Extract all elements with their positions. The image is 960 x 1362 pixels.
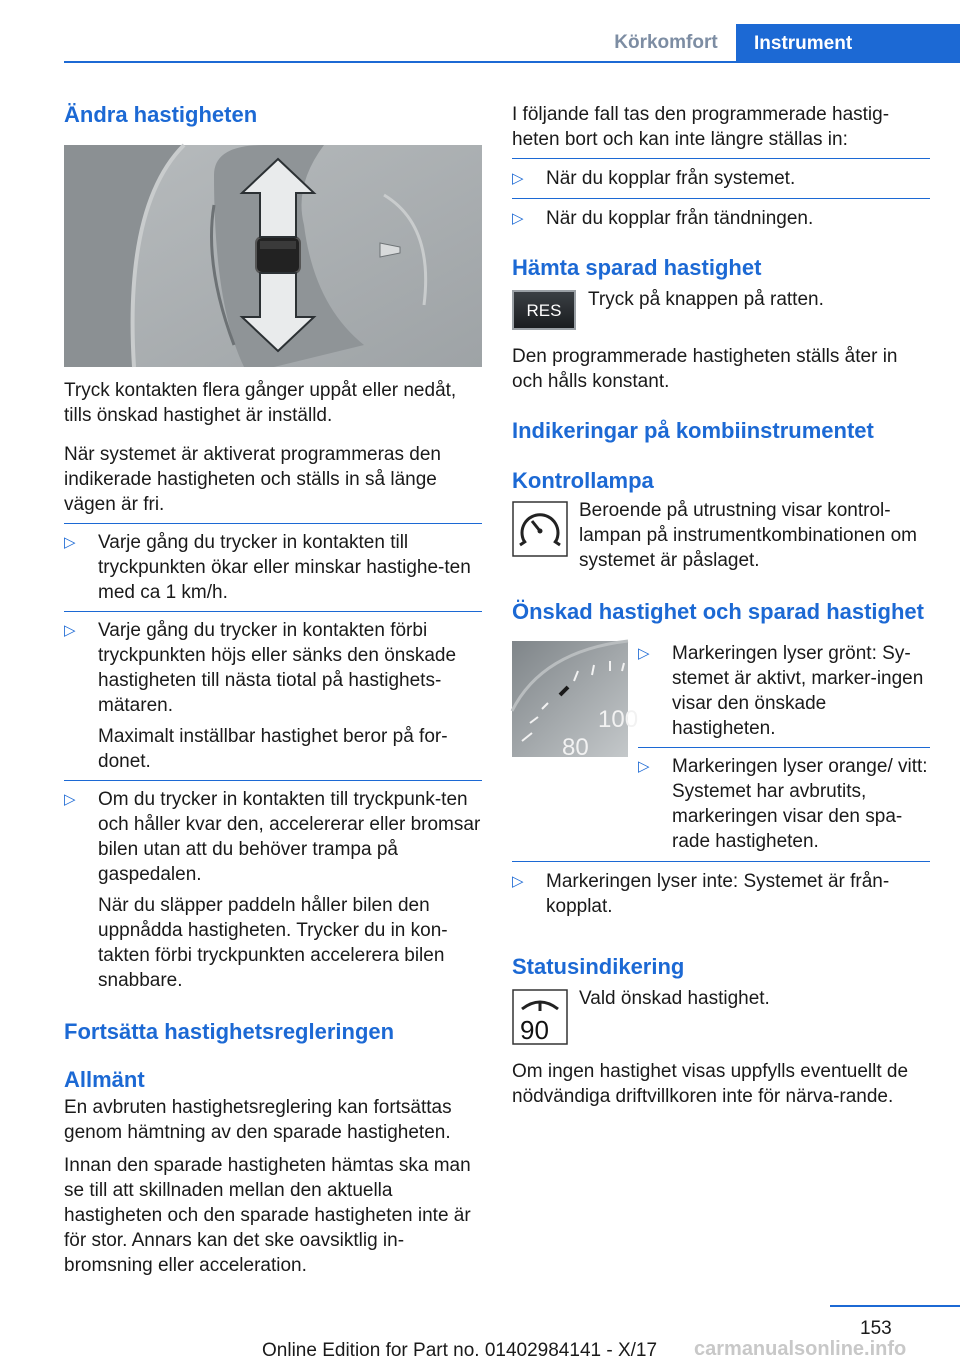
right-column (512, 102, 930, 1109)
cruise-control-indicator-icon (512, 501, 568, 557)
heading-onskad: Önskad hastighet och sparad hastighet (512, 599, 924, 624)
page-number: 153 (860, 1318, 892, 1339)
gauge-label-100: 100 (598, 706, 639, 733)
status-text: Vald önskad hastighet. (579, 988, 770, 1009)
heading-statusindikering: Statusindikering (512, 954, 685, 979)
triangle-bullet-icon: ▷ (638, 758, 650, 775)
list-item (512, 869, 930, 919)
res-label: RES (526, 300, 562, 320)
paragraph-foljande-fall: I följande fall tas den programmerade hastig-heten bort och kan inte längre ställas in: (512, 104, 890, 150)
bullet-divider (512, 861, 930, 862)
heading-kontrollampa: Kontrollampa (512, 468, 654, 493)
triangle-bullet-icon: ▷ (638, 645, 650, 662)
list-item (64, 618, 482, 718)
res-text: Tryck på knappen på ratten. (588, 289, 824, 310)
paragraph-avbruten: En avbruten hastighetsreglering kan fortsättas genom hämtning av den sparade hastigheten. (64, 1097, 452, 1143)
kontroll-text: Beroende på utrustning visar kontrol-lampan på instrumentkombinationen om systemet är påslaget. (579, 500, 917, 571)
speedometer-gauge-image (512, 641, 639, 761)
list-item (512, 206, 930, 231)
list-item (512, 166, 930, 191)
tab-instrument[interactable]: Instrument (736, 24, 960, 63)
triangle-bullet-icon: ▷ (64, 622, 76, 639)
left-column (64, 102, 482, 1278)
paragraph-nar-systemet: När systemet är aktiverat programmeras den indikerade hastigheten och ställs in så länge vägen är fri. (64, 444, 441, 515)
bullet-divider (512, 198, 930, 199)
bullet-divider (512, 158, 930, 159)
res-row (512, 287, 930, 330)
paragraph-om-ingen: Om ingen hastighet visas uppfylls eventuellt de nödvändiga driftvillkoren inte för närva-rande. (512, 1061, 909, 1107)
paragraph-programmerade: Den programmerade hastigheten ställs åter in och hålls konstant. (512, 346, 898, 392)
list-item-text: Om du trycker in kontakten till tryckpunk-ten och håller kvar den, accelererar eller bromsar bilen utan att du behöver trampa på gaspedalen. (98, 789, 481, 885)
list-subparagraph: Maximalt inställbar hastighet beror på for-donet. (98, 726, 448, 772)
header-rule (64, 61, 960, 63)
bullet-divider (638, 747, 930, 748)
bullet-divider (64, 611, 482, 612)
triangle-bullet-icon: ▷ (64, 534, 76, 551)
tab-korkomfort[interactable]: Körkomfort (614, 31, 718, 53)
res-button-icon (512, 290, 576, 330)
list-item (638, 641, 930, 741)
list-item-text: När du kopplar från tändningen. (546, 208, 814, 229)
list-item-text: Markeringen lyser inte: Systemet är från-kopplat. (546, 871, 890, 917)
list-item-text: Varje gång du trycker in kontakten förbi tryckpunkten höjs eller sänks den önskade hastigheten till nästa tiotal på hastighets-mätaren. (98, 620, 457, 716)
bullet-divider (64, 523, 482, 524)
list-item-text: När du kopplar från systemet. (546, 168, 796, 189)
paragraph-tryck-kontakten: Tryck kontakten flera gånger uppåt eller nedåt, tills önskad hastighet är inställd. (64, 380, 457, 426)
list-item (64, 787, 482, 887)
bullet-divider (64, 780, 482, 781)
gauge-bullets (638, 641, 930, 854)
heading-andra-hastigheten: Ändra hastigheten (64, 102, 258, 127)
gauge-label-80: 80 (562, 734, 589, 761)
kontroll-row (512, 498, 930, 573)
list-subparagraph: När du släpper paddeln håller bilen den uppnådda hastigheten. Trycker du in kon-takten förbi tryckpunkten accelerera bilen snabbare. (98, 895, 448, 991)
list-item-text: Markeringen lyser grönt: Sy-stemet är aktivt, marker-ingen visar den önskade hastigheten. (672, 643, 924, 739)
triangle-bullet-icon: ▷ (512, 873, 524, 890)
triangle-bullet-icon: ▷ (512, 170, 524, 187)
heading-hamta: Hämta sparad hastighet (512, 255, 762, 280)
triangle-bullet-icon: ▷ (512, 210, 524, 227)
footer-edition: Online Edition for Part no. 01402984141 - X/17 (262, 1340, 658, 1361)
list-item (64, 530, 482, 605)
watermark: carmanualsonline.info (694, 1338, 907, 1360)
paragraph-innan: Innan den sparade hastigheten hämtas ska man se till att skillnaden mellan den aktuella hastigheten och den sparade hastigheten inte är för stor. Annars kan det ske oavsiktlig in-bromsning eller acceleration. (64, 1155, 471, 1276)
footer-rule (830, 1305, 960, 1307)
heading-indikeringar: Indikeringar på kombiinstrumentet (512, 418, 874, 443)
status-row (512, 986, 930, 1045)
triangle-bullet-icon: ▷ (64, 791, 76, 808)
speed-status-display-icon (512, 989, 568, 1045)
steering-wheel-control-image (64, 145, 482, 367)
heading-fortsatta: Fortsätta hastighetsregleringen (64, 1019, 395, 1044)
list-item-text: Markeringen lyser orange/ vitt: Systemet har avbrutits, markeringen visar den spa-rade hastigheten. (672, 756, 928, 852)
heading-allmant: Allmänt (64, 1067, 145, 1092)
list-item (638, 754, 930, 854)
status-number: 90 (520, 1015, 549, 1045)
list-item-text: Varje gång du trycker in kontakten till tryckpunkten ökar eller minskar hastighe-ten med ca 1 km/h. (98, 532, 471, 603)
gauge-row (512, 641, 930, 854)
